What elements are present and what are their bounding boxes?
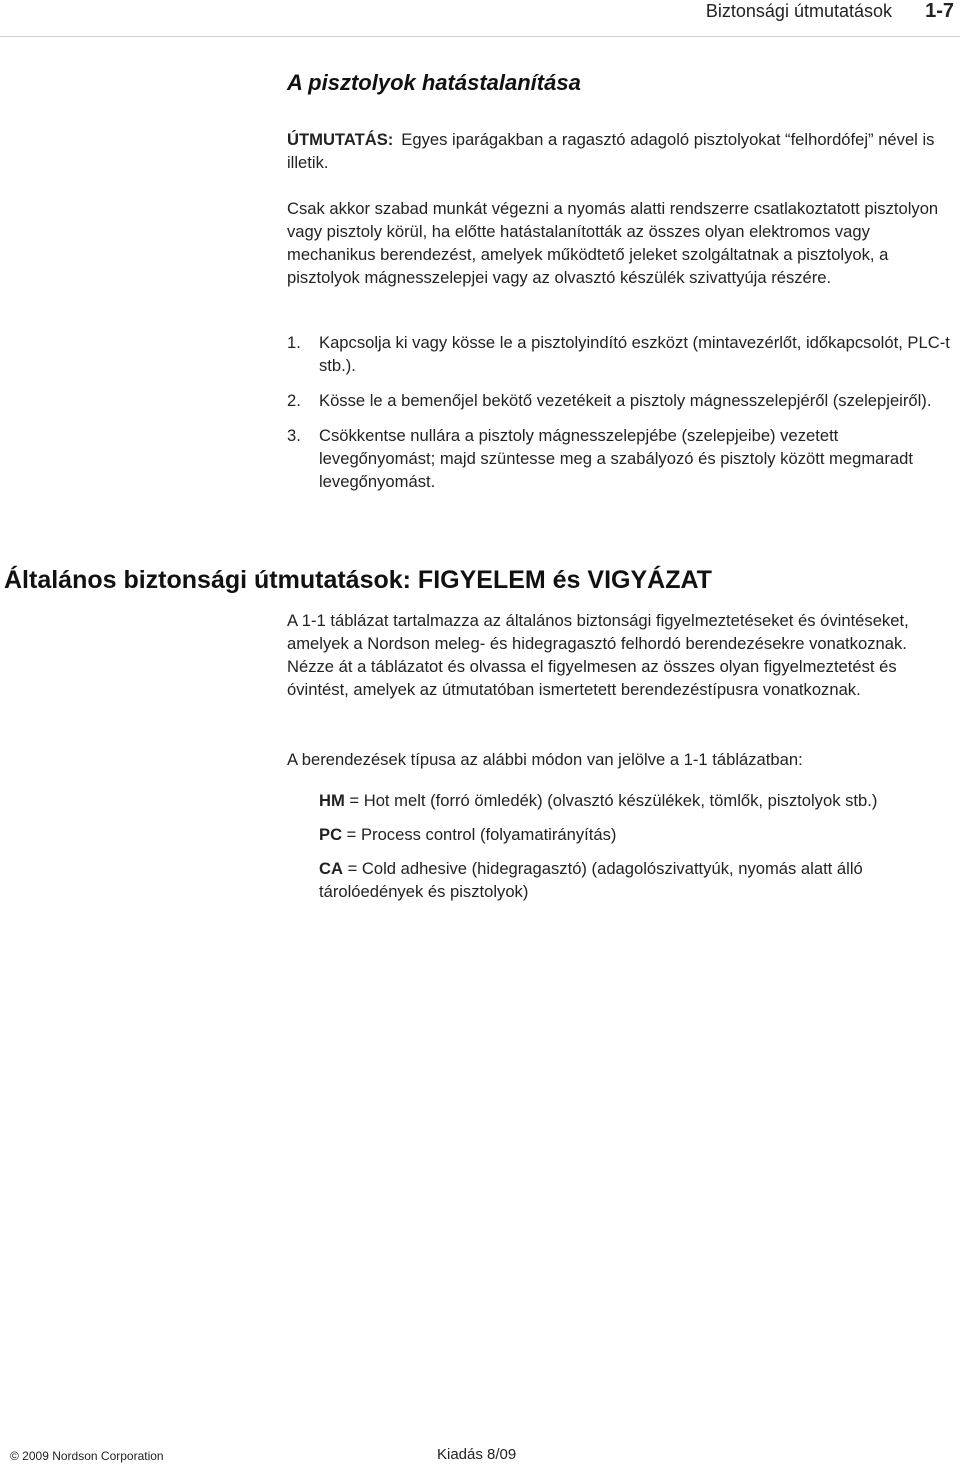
type-item-pc — [319, 823, 939, 846]
step-text: Csökkentse nullára a pisztoly mágnesszelepjébe (szelepjeibe) vezetett levegőnyomást; majd szüntesse meg a szabályozó és pisztoly között megmaradt levegőnyomást. — [319, 426, 913, 491]
step-text: Kösse le a bemenőjel bekötő vezetékeit a pisztoly mágnesszelepjéről (szelepjeiről). — [319, 391, 932, 410]
types-intro: A berendezések típusa az alábbi módon van jelölve a 1-1 táblázatban: — [287, 750, 803, 769]
step-number: 2. — [287, 391, 301, 410]
type-code: HM — [319, 791, 345, 810]
header-divider — [0, 36, 960, 37]
section-title: A pisztolyok hatástalanítása — [287, 70, 581, 95]
type-item-hm — [319, 789, 939, 812]
note-text: Egyes iparágakban a ragasztó adagoló pisztolyokat “felhordófej” nével is illetik. — [287, 130, 935, 172]
equipment-types — [319, 789, 939, 914]
footer-copyright: © 2009 Nordson Corporation — [10, 1449, 164, 1463]
header-title: Biztonsági útmutatások — [705, 1, 892, 21]
intro-paragraph: Csak akkor szabad munkát végezni a nyomás alatti rendszerre csatlakoztatott pisztolyon vagy pisztoly körül, ha előtte hatástalanították az összes olyan elektromos vagy mechanikus berendezést, amelyek működtető jeleket szolgáltatnak a pisztolyok, a pisztolyok mágnesszelepjei vagy az olvasztó készülék szivattyúja részére. — [287, 199, 939, 287]
footer-edition: Kiadás 8/09 — [437, 1446, 517, 1463]
page-number: 1-7 — [925, 0, 954, 22]
steps-list — [287, 331, 957, 505]
step-number: 1. — [287, 333, 301, 352]
type-text: = Hot melt (forró ömledék) (olvasztó készülékek, tömlők, pisztolyok stb.) — [344, 791, 878, 810]
type-code: CA — [319, 859, 343, 878]
step-number: 3. — [287, 426, 301, 445]
note — [287, 128, 957, 174]
type-item-ca — [319, 857, 939, 903]
type-text: = Cold adhesive (hidegragasztó) (adagolószivattyúk, nyomás alatt álló tárolóedények és pisztolyok) — [319, 859, 863, 901]
general-safety-heading: Általános biztonsági útmutatások: FIGYELEM és VIGYÁZAT — [4, 566, 712, 594]
note-label: ÚTMUTATÁS: — [287, 130, 394, 149]
type-text: = Process control (folyamatirányítás) — [342, 825, 617, 844]
step-item — [287, 424, 957, 493]
page-header — [0, 0, 960, 26]
step-item — [287, 331, 957, 377]
step-text: Kapcsolja ki vagy kösse le a pisztolyindító eszközt (mintavezérlőt, időkapcsolót, PLC-t stb.). — [319, 333, 950, 375]
type-code: PC — [319, 825, 343, 844]
step-item — [287, 389, 957, 412]
general-paragraph: A 1-1 táblázat tartalmazza az általános biztonsági figyelmeztetéseket és óvintéseket, amelyek a Nordson meleg- és hidegragasztó felhordó berendezésekre vonatkoznak. Nézze át a táblázatot és olvassa el figyelmesen az összes olyan figyelmeztetést és óvintést, amelyek az útmutatóban ismertetett berendezéstípusra vonatkoznak. — [287, 611, 909, 699]
